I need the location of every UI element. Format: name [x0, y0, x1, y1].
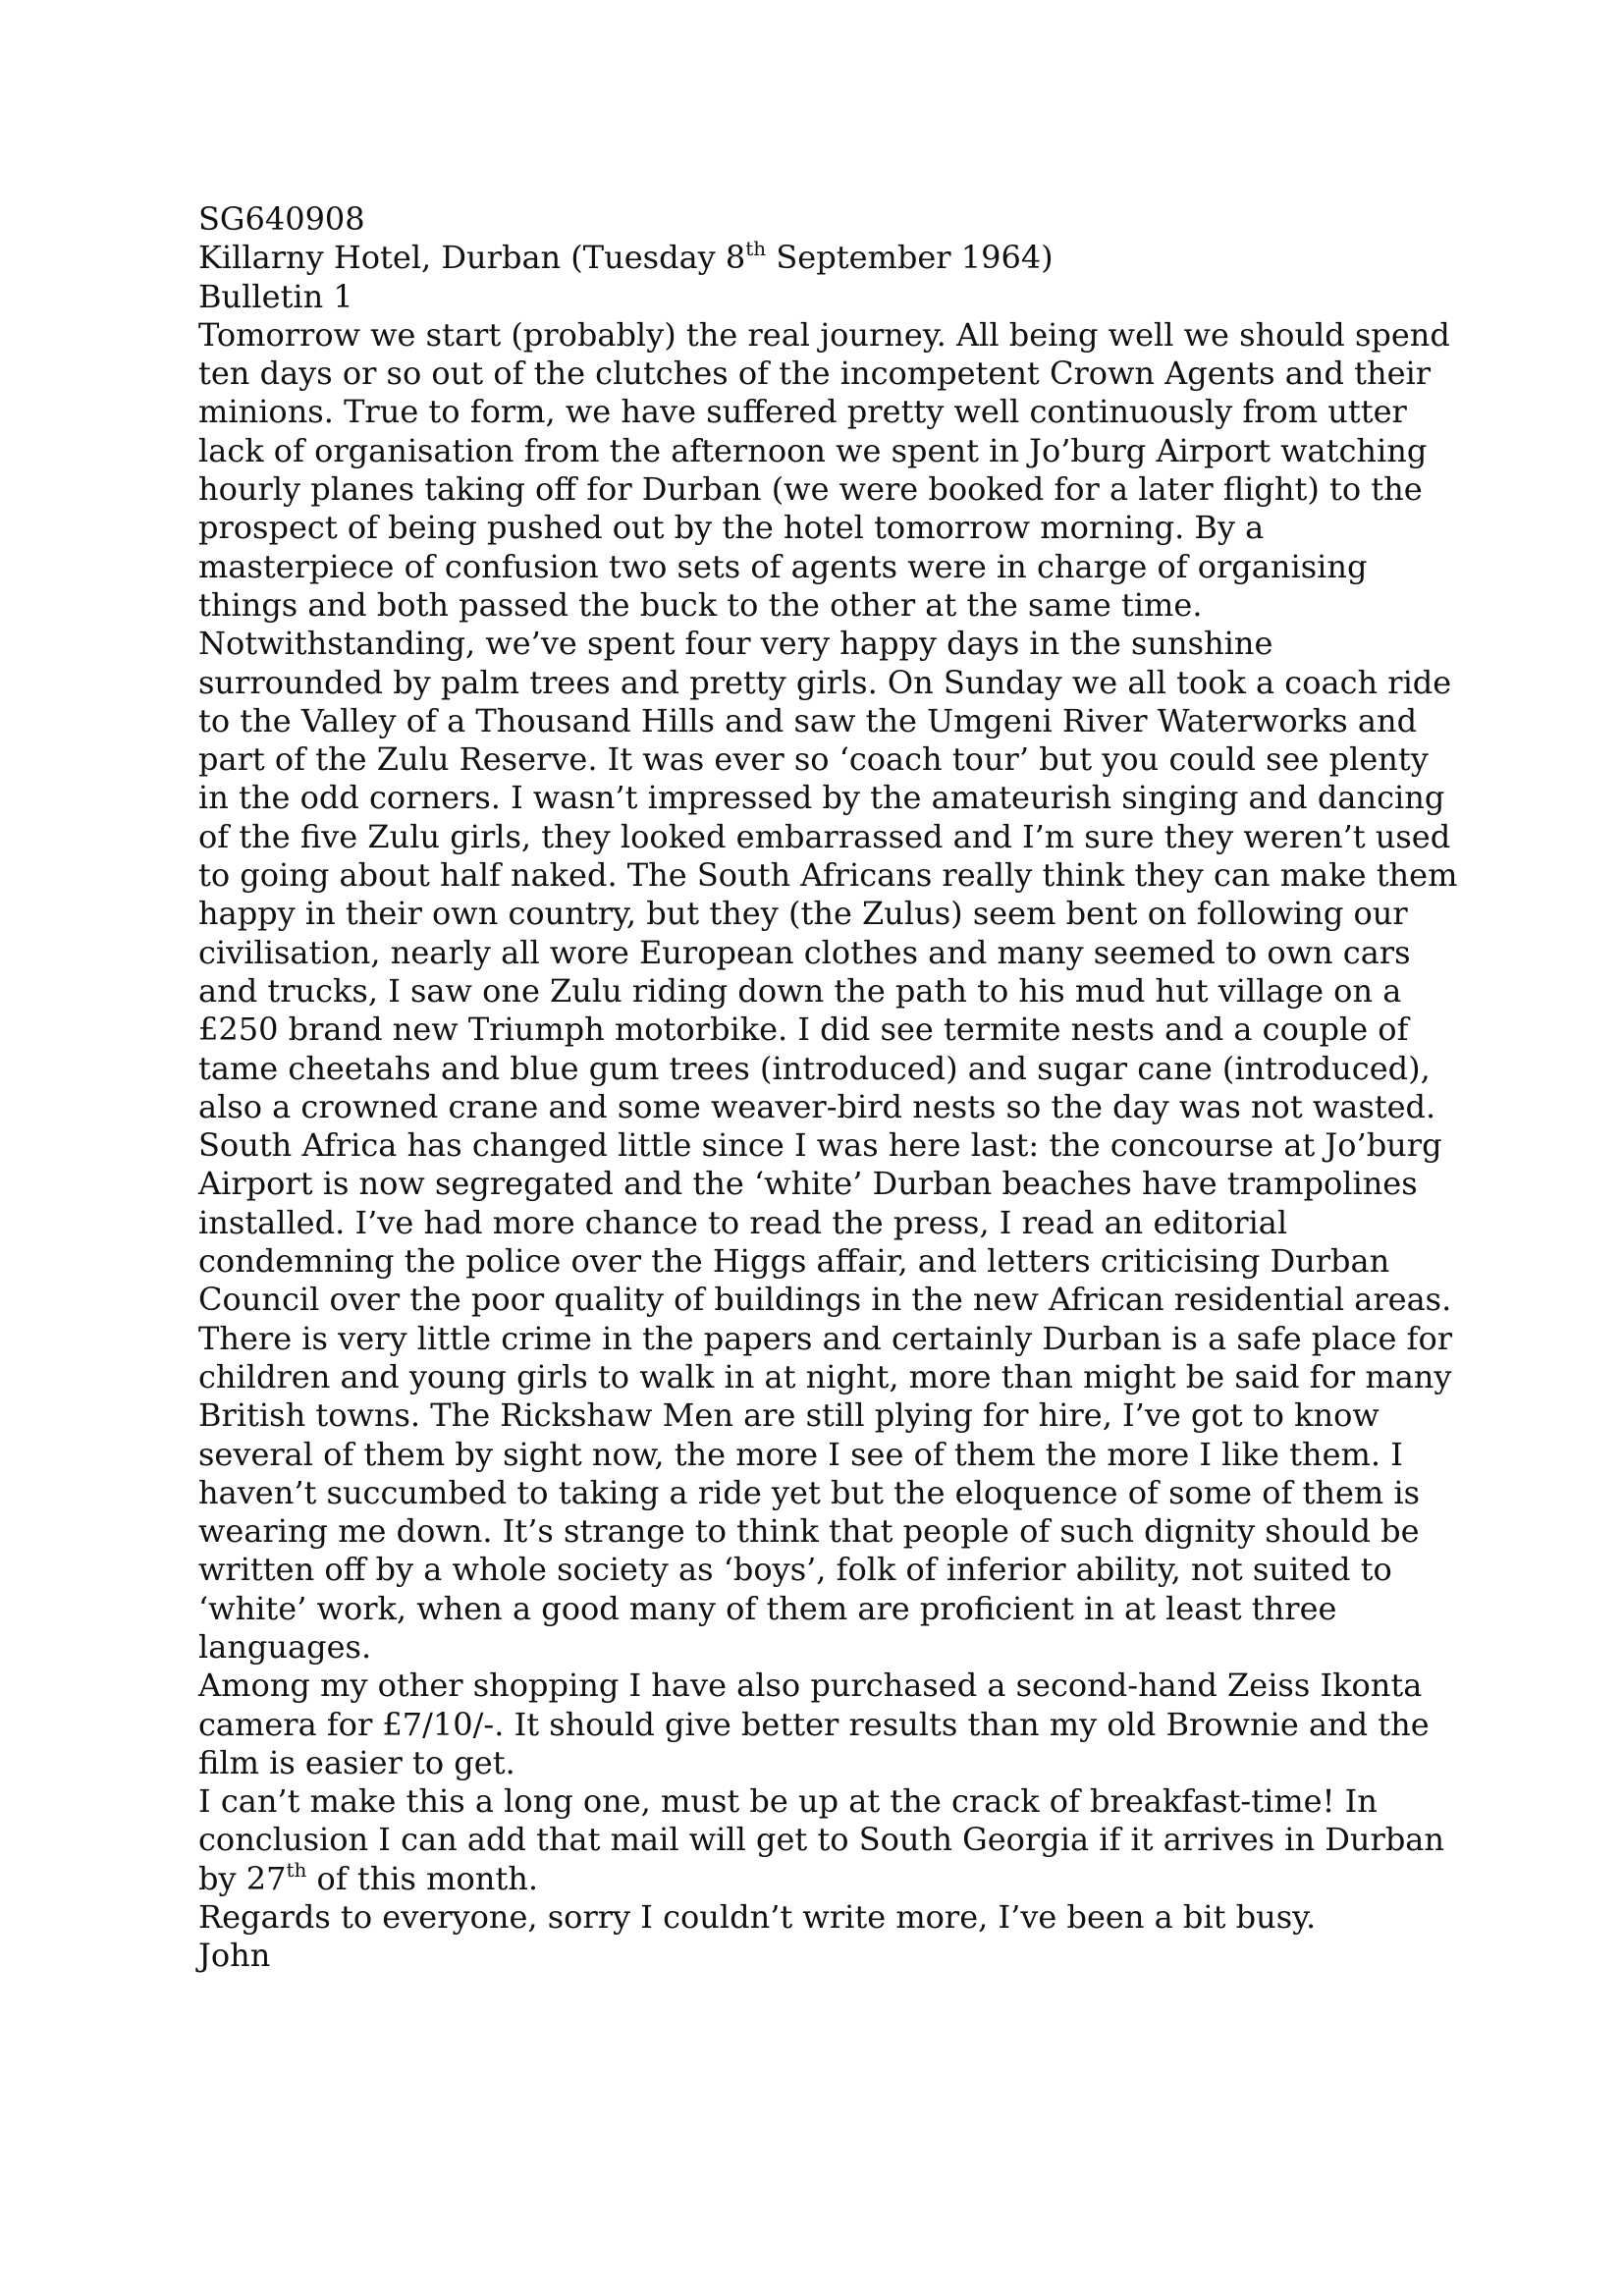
location-text-end: September 1964) — [766, 239, 1054, 277]
location-text: Killarny Hotel, Durban (Tuesday 8 — [198, 239, 746, 277]
letter-page — [198, 200, 1465, 1976]
conclusion-text-end: of this month. — [306, 1859, 538, 1897]
paragraph-conclusion — [198, 1782, 1465, 1898]
paragraph-south-africa: South Africa has changed little since I was here last: the concourse at Jo’burg Airport is now segregated and the ‘white’ Durban beaches have trampolines installed. I’ve had more chance to read the press, I read an editorial condemning the police over the Higgs affair, and letters criticising Durban Council over the poor quality of buildings in the new African residential areas. There is very little crime in the papers and certainly Durban is a safe place for children and young girls to walk in at night, more than might be said for many British towns. The Rickshaw Men are still plying for hire, I’ve got to know several of them by sight now, the more I see of them the more I like them. I haven’t succumbed to taking a ride yet but the eloquence of some of them is wearing me down. It’s strange to think that people of such dignity should be written off by a whole society as ‘boys’, folk of inferior ability, not suited to ‘white’ work, when a good many of them are proficient in at least three languages. — [198, 1126, 1453, 1666]
paragraph-shopping: Among my other shopping I have also purchased a second-hand Zeiss Ikonta camera for £7/10/-. It should give better results than my old Brownie and the film is easier to get. — [198, 1667, 1430, 1781]
regards-line: Regards to everyone, sorry I couldn’t write more, I’ve been a bit busy. — [198, 1898, 1317, 1937]
document-reference: SG640908 — [198, 200, 365, 238]
bulletin-number: Bulletin 1 — [198, 277, 353, 315]
signature: John — [198, 1937, 271, 1975]
conclusion-ordinal-suffix: th — [286, 1857, 307, 1882]
letter-location-date — [198, 239, 1465, 277]
conclusion-text: I can’t make this a long one, must be up at the crack of breakfast-time! In conclusion I can add that mail will get to South Georgia if it arrives in Durban by 27 — [198, 1782, 1444, 1897]
paragraph-journey: Tomorrow we start (probably) the real journey. All being well we should spend ten days or so out of the clutches of the incompetent Crown Agents and their minions. True to form, we have suffered pretty well continuously from utter lack of organisation from the afternoon we spent in Jo’burg Airport watching hourly planes taking off for Durban (we were booked for a later flight) to the prospect of being pushed out by the hotel tomorrow morning. By a masterpiece of confusion two sets of agents were in charge of organising things and both passed the buck to the other at the same time. Notwithstanding, we’ve spent four very happy days in the sunshine surrounded by palm trees and pretty girls. On Sunday we all took a coach ride to the Valley of a Thousand Hills and saw the Umgeni River Waterworks and part of the Zulu Reserve. It was ever so ‘coach tour’ but you could see plenty in the odd corners. I wasn’t impressed by the amateurish singing and dancing of the five Zulu girls, they looked embarrassed and I’m sure they weren’t used to going about half naked. The South Africans really think they can make them happy in their own country, but they (the Zulus) seem bent on following our civilisation, nearly all wore European clothes and many seemed to own cars and trucks, I saw one Zulu riding down the path to his mud hut village on a £250 brand new Triumph motorbike. I did see termite nests and a couple of tame cheetahs and blue gum trees (introduced) and sugar cane (introduced), also a crowned crane and some weaver-bird nests so the day was not wasted. — [198, 315, 1458, 1125]
location-ordinal-suffix: th — [745, 237, 767, 261]
